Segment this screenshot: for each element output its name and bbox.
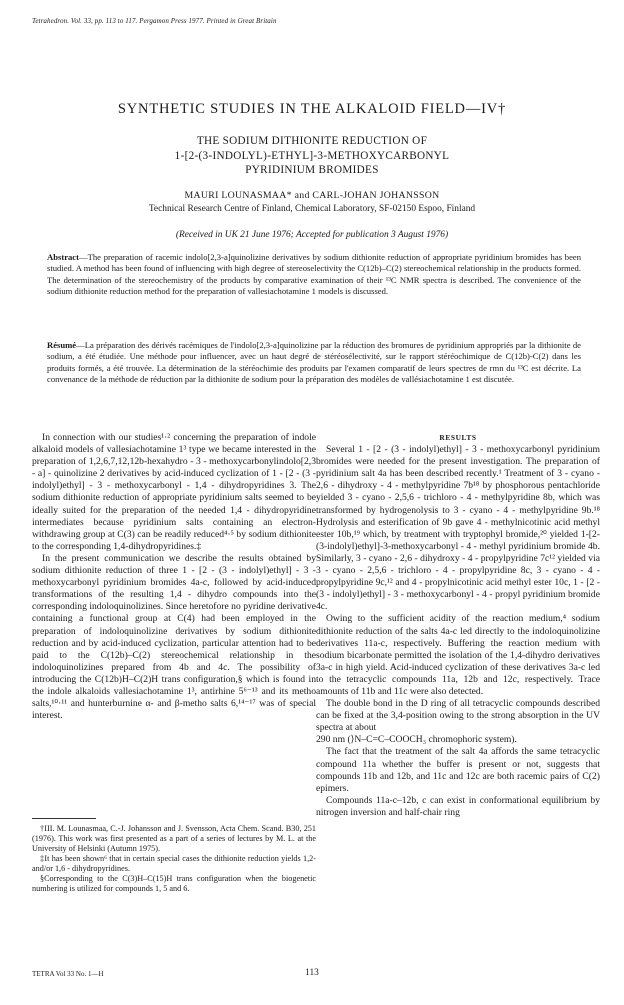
footnotes [32,824,316,894]
article-subtitle [0,134,624,178]
page-number: 113 [305,968,319,978]
resume-text: —La préparation des dérivés racémiques de l'indolo[2,3-a]quinolizine par la réduction des bromures de pyridinium appropriés par la dithionite de sodium, a été étudiée. Une méthode pour influencer, avec un haut degré de stéréosélectivité, sur le rapport stéréochimique de C(12b)-C(2) dans les produits formés, a été trouvée. La détermination de la stéréochimie des produits par l'examen comparatif de leurs spectres de rmn du ¹³C est décrite. La convenance de la méthode de réduction par la dithionite de sodium pour la préparation des modèles de vallésiachotamine 1 est discutée. [47,340,581,385]
section-heading-results: RESULTS [439,433,477,442]
footnote-divider [32,818,96,819]
affiliation: Technical Research Centre of Finland, Chemical Laboratory, SF-02150 Espoo, Finland [148,204,476,214]
body-paragraph: In connection with our studies¹·² concerning the preparation of indole alkaloid models of vallesiachotamine 1³ type we became interested in the preparation of 1,2,6,7,12,12b-hexahydro - 3 - methoxycarbonylindolo[2,3 - a] - quinolizine 2 derivatives by acid-induced cyclization of 1 - [2 - (3 - indolyl)ethyl] - 3 - methoxycarbonyl - 1,4 - dihydropyridines 3. The sodium dithionite reduction of appropriate pyridinium salts seemed to be ideally suited for the preparation of the needed 1,4 - dihydropyridine intermediates because pyridinium salts containing an electron-withdrawing group at C(3) can be readily reduced⁴·⁵ by sodium dithionite to the corresponding 1,4-dihydropyridines.‡ [32,432,316,552]
right-column [316,432,600,819]
abstract-text: —The preparation of racemic indolo[2,3-a]quinolizine derivatives by sodium dithionite reduction of appropriate pyridinium bromides has been studied. A method has been found of influencing with high degree of stereoselectivity the C(12b)–C(2) stereochemical relationship in the products formed. The determination of the stereochemistry of the products by comparative examination of their ¹³C NMR spectra is described. The convenience of the sodium dithionite reduction method for the preparation of vallesiachotamine 1 models is discussed. [47,252,581,297]
footnote: ‡It has been shown⁶ that in certain special cases the dithionite reduction yields 1,2- and/or 1,6 - dihydropyridines. [32,854,316,873]
body-paragraph: Owing to the sufficient acidity of the reaction medium,⁴ sodium dithionite reduction of the salts 4a-c led directly to the indoloquinolizine derivatives 11a-c, respectively. Buffering the reaction medium with sodium bicarbonate permitted the isolation of the 1,4-dihydro derivatives 3a-c in high yield. Acid-induced cyclization of these derivatives 3a-c led to the tetracyclic compounds 11a, 12b and 12c, respectively. Trace amounts of 11b and 11c were also detected. [316,613,600,697]
body-paragraph: The double bond in the D ring of all tetracyclic compounds described can be fixed at the 3,4-position owing to the strong absorption in the UV spectra at about [316,698,600,734]
body-paragraph: In the present communication we describe the results obtained by sodium dithionite reduction of three 1 - [2 - (3 - indolyl)ethyl] - 3 - methoxycarbonyl pyridinium bromides 4a-c, followed by acid-induced transformations of the resulting 1,4 - dihydro compounds into the corresponding indoloquinolizines. Since heretofore no pyridine derivative containing a functional group at C(4) had been employed in the preparation of indoloquinolizine derivatives by sodium dithionite reduction and by acid-induced cyclization, particular attention had to be paid to the C(12b)–C(2) stereochemical relationship in the indoloquinolizines prepared from 4b and 4c. The possibility of introducing the C(12b)H–C(2)H trans configuration,§ which is found in the indole alkaloids vallesiachotamine 1³, antirhine 5⁶⁻¹³ and its metho salts,¹⁰·¹¹ and hunterburnine α- and β-metho salts 6,¹⁴⁻¹⁷ was of special interest. [32,552,316,722]
abstract-french [47,340,581,386]
footnote: †III. M. Lounasmaa, C.-J. Johansson and J. Svensson, Acta Chem. Scand. B30, 251 (1976). This work was first presented as a part of a series of lectures by M. L. at the University of Helsinki (Autumn 1975). [32,824,316,853]
body-paragraph: Compounds 11a-c–12b, c can exist in conformational equilibrium by nitrogen inversion and half-chair ring [316,794,600,818]
subtitle-line: PYRIDINIUM BROMIDES [245,164,379,176]
footer-issue-info: TETRA Vol 33 No. 1—H [32,970,104,978]
subtitle-line: 1-[2-(3-INDOLYL)-ETHYL]-3-METHOXYCARBONYL [174,149,450,162]
received-dates: (Received in UK 21 June 1976; Accepted for publication 3 August 1976) [175,230,449,240]
running-head: Tetrahedron. Vol. 33, pp. 113 to 117. Pergamon Press 1977. Printed in Great Britain [32,17,277,25]
abstract-english [47,252,581,298]
body-paragraph: Several 1 - [2 - (3 - indolyl)ethyl] - 3 - methoxycarbonyl pyridinium bromides were needed for the present investigation. The preparation of pyridinium salt 4a has been described recently.¹ Treatment of 3 - cyano - 2,6 - dihydroxy - 4 - methylpyridine 7b¹⁸ by phosphorous pentachloride yielded 3 - cyano - 2,5,6 - trichloro - 4 - methylpyridine 8b, which was transformed by hydrogenolysis to 3 - cyano - 4 - methylpyridine 9b.¹⁸ Hydrolysis and esterification of 9b gave 4 - methylnicotinic acid methyl ester 10b,¹⁹ which, by treatment with tryptophyl bromide,²⁰ yielded 1-[2-(3-indolyl)ethyl]-3-methoxycarbonyl - 4 - methyl pyridinium bromide 4b. Similarly, 3 - cyano - 2,6 - dihydroxy - 4 - propylpyridine 7c¹² yielded via 3 - cyano - 2,5,6 - trichloro - 4 - propylpyridine 8c, 3 - cyano - 4 - propylpyridine 9c,¹² and 4 - propylnicotinic acid methyl ester 10c, 1 - [2 - (3 - indolyl)ethyl] - 3 - methoxycarbonyl - 4 - propyl pyridinium bromide 4c. [316,444,600,613]
left-column [32,432,316,722]
abstract-label: Abstract [47,252,79,262]
chromophore-formula: 290 nm (⟩N–C=C–COOCH₃ chromophoric system). [316,734,517,746]
resume-label: Résumé [47,340,77,350]
body-paragraph: The fact that the treatment of the salt 4a affords the same tetracyclic compound 11a whether the buffer is present or not, suggests that compounds 11b and 12b, and 11c and 12c are both racemic pairs of C(2) epimers. [316,746,600,794]
subtitle-line: THE SODIUM DITHIONITE REDUCTION OF [196,135,428,147]
authors: MAURI LOUNASMAA* and CARL-JOHAN JOHANSSON [184,190,440,201]
article-title: SYNTHETIC STUDIES IN THE ALKALOID FIELD—IV† [117,101,507,117]
footnote: §Corresponding to the C(3)H–C(15)H trans configuration when the biogenetic numbering is utilized for compounds 1, 5 and 6. [32,874,316,893]
